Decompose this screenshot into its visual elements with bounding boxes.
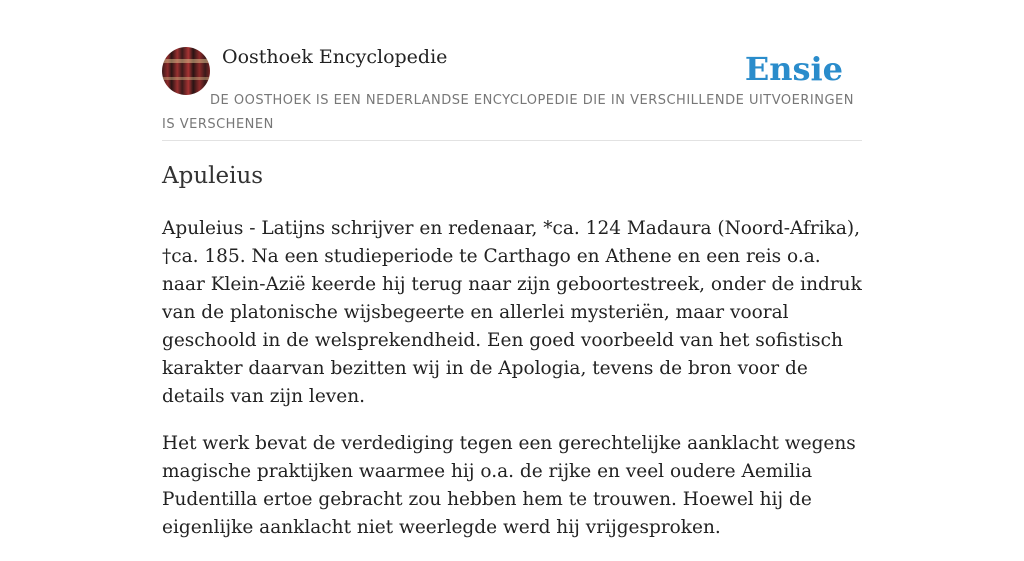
site-tagline: DE OOSTHOEK IS EEN NEDERLANDSE ENCYCLOPEDIE DIE IN VERSCHILLENDE UITVOERINGEN IS VERSCHENEN	[162, 93, 854, 132]
article-paragraph: Het werk bevat de verdediging tegen een gerechtelijke aanklacht wegens magische praktijken waarmee hij o.a. de rijke en veel oudere Aemilia Pudentilla ertoe gebracht zou hebben hem te trouwen. Hoewel hij de eigenlijke aanklacht niet weerlegde werd hij vrijgesproken.	[162, 433, 856, 538]
page-container	[162, 0, 862, 538]
site-title-link[interactable]: Oosthoek Encyclopedie	[222, 46, 448, 68]
article-body	[162, 215, 862, 561]
ensie-logo[interactable]: Ensie	[744, 50, 843, 88]
encyclopedia-books-avatar[interactable]	[162, 47, 210, 95]
article-paragraph: Apuleius - Latijns schrijver en redenaar, *ca. 124 Madaura (Noord-Afrika), †ca. 185. Na een studieperiode te Carthago en Athene en een reis o.a. naar Klein-Azië keerde hij terug naar zijn geboortestreek, onder de indruk van de platonische wijsbegeerte en allerlei mysteriën, maar vooral geschoold in de welsprekendheid. Een goed voorbeeld van het sofistisch karakter daarvan bezitten wij in de Apologia, tevens de bron voor de details van zijn leven.	[162, 218, 862, 407]
article-title: Apuleius	[162, 163, 264, 189]
site-header	[162, 0, 862, 141]
